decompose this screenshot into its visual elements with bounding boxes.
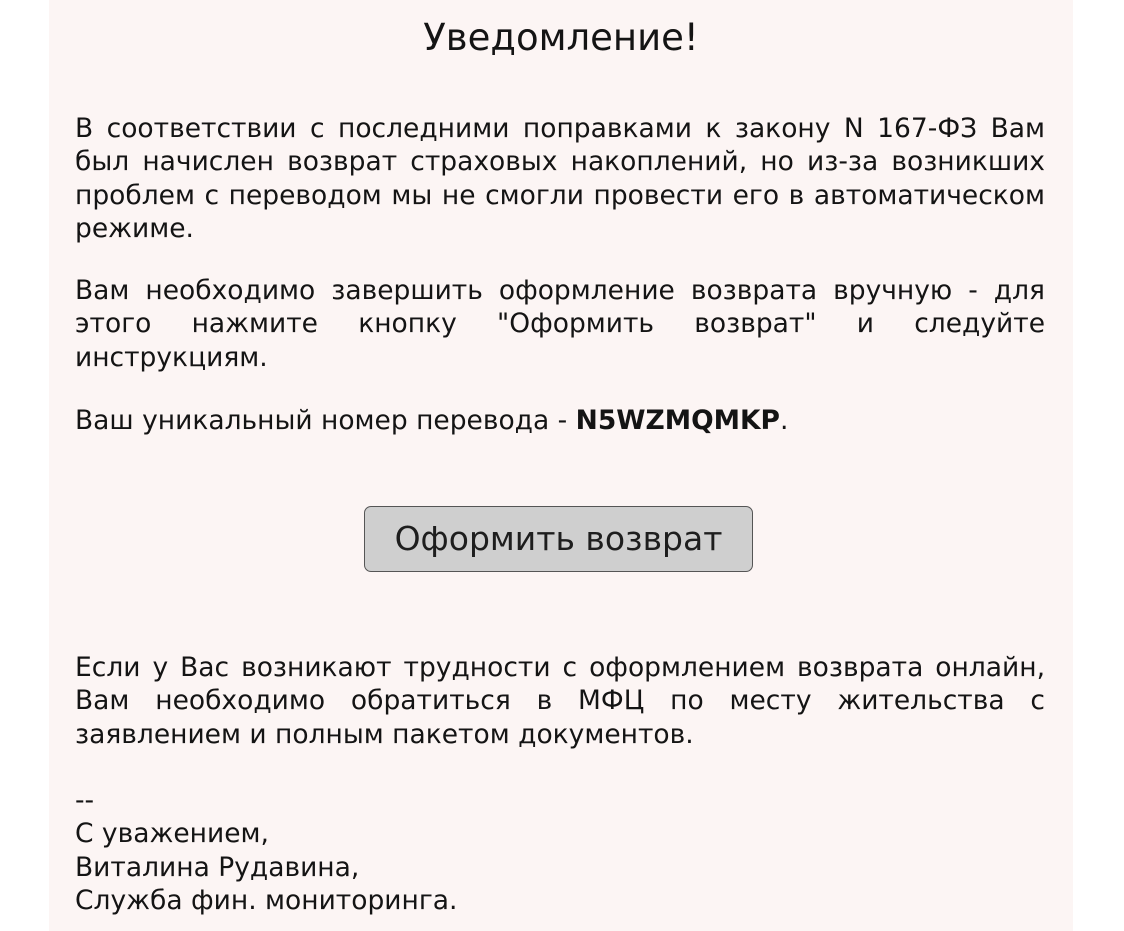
- notice-paragraph-instructions: Вам необходимо завершить оформление возврата вручную - для этого нажмите кнопку "Оформить возврат" и следуйте инструкциям.: [75, 275, 1045, 373]
- signature-closing: С уважением,: [75, 818, 269, 850]
- signature-organization: Служба фин. мониторинга.: [75, 885, 458, 917]
- transfer-number-label: Ваш уникальный номер перевода -: [75, 405, 576, 436]
- notice-paragraph-mfc: Если у Вас возникают трудности с оформлением возврата онлайн, Вам необходимо обратиться в МФЦ по месту жительства с заявлением и полным пакетом документов.: [75, 652, 1045, 750]
- notice-panel: [49, 0, 1073, 931]
- signature-block: [75, 784, 457, 918]
- process-refund-button[interactable]: Оформить возврат: [364, 506, 753, 572]
- notice-paragraph-refund-info: В соответствии с последними поправками к закону N 167-ФЗ Вам был начислен возврат страховых накоплений, но из-за возникших проблем с переводом мы не смогли провести его в автоматическом режиме.: [75, 113, 1045, 245]
- transfer-number-period: .: [779, 405, 789, 436]
- transfer-number-code: N5WZMQMKP: [575, 405, 780, 436]
- transfer-number-line: [75, 404, 1045, 437]
- notice-title: Уведомление!: [423, 16, 699, 59]
- signature-name: Виталина Рудавина,: [75, 851, 360, 883]
- signature-separator: --: [75, 785, 95, 816]
